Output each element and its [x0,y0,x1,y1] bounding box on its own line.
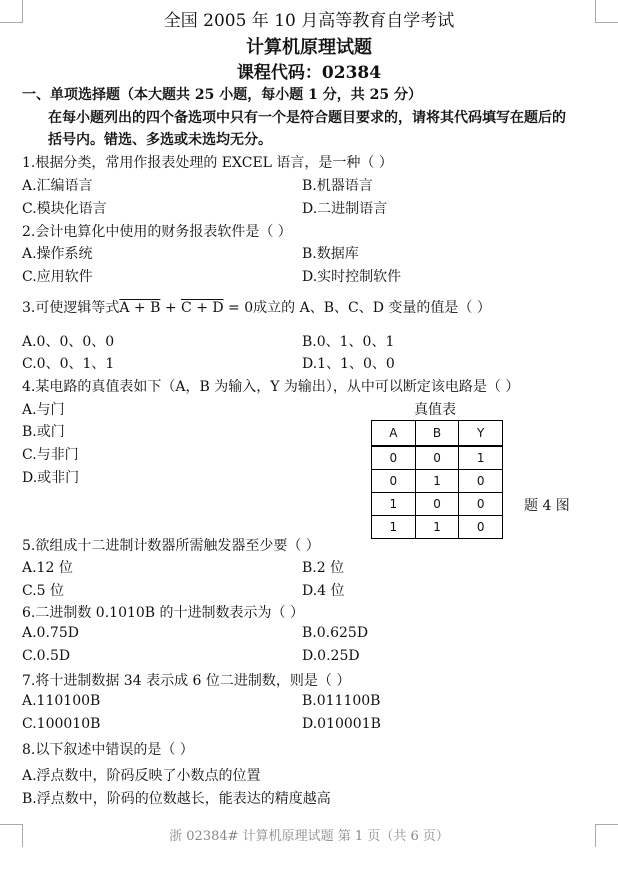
truth-table-header-row [372,421,503,447]
truth-table-header-y: Y [459,421,503,447]
truth-table-row [372,516,503,539]
truth-table-row [372,470,503,493]
question-7-option-a: A.110100B [22,693,101,709]
section-instruction-line1: 在每小题列出的四个备选项中只有一个是符合题目要求的，请将其代码填写在题后的 [48,110,566,126]
section-heading: 一、单项选择题（本大题共 25 小题，每小题 1 分，共 25 分） [22,87,422,103]
section-instruction-line2: 括号内。错选、多选或未选均无分。 [48,132,272,148]
question-2-option-d: D.实时控制软件 [302,269,402,285]
question-6-option-a: A.0.75D [22,625,79,641]
question-5-option-b: B.2 位 [302,560,345,576]
question-4-stem: 4.某电路的真值表如下（A，B 为输入，Y 为输出），从中可以断定该电路是（ ） [22,379,520,395]
question-4-option-c: C.与非门 [22,447,79,463]
truth-table-caption: 真值表 [414,402,456,418]
question-1-option-d: D.二进制语言 [302,201,388,217]
question-2-stem: 2.会计电算化中使用的财务报表软件是（ ） [22,224,292,240]
question-4-option-b: B.或门 [22,424,65,440]
truth-table-row [372,493,503,516]
question-6-option-b: B.0.625D [302,625,369,641]
question-6-option-c: C.0.5D [22,648,71,664]
question-7-option-c: C.100010B [22,716,101,732]
truth-table-cell: 0 [459,470,503,493]
truth-table-cell: 1 [459,446,503,470]
truth-table-cell: 0 [415,493,459,516]
question-3-option-b: B.0、1、0、1 [302,334,395,350]
question-4-option-a: A.与门 [22,402,65,418]
truth-table-cell: 0 [459,493,503,516]
question-7-stem: 7.将十进制数据 34 表示成 6 位二进制数，则是（ ） [22,673,351,689]
question-3-option-d: D.1、1、0、0 [302,356,395,372]
question-5-option-d: D.4 位 [302,583,345,599]
exam-title: 全国 2005 年 10 月高等教育自学考试 [163,11,455,31]
question-2-option-c: C.应用软件 [22,269,93,285]
question-3-stem-prefix: 3.可使逻辑等式 [22,300,120,316]
question-6-option-d: D.0.25D [302,648,360,664]
question-4-option-d: D.或非门 [22,470,80,486]
question-5-option-c: C.5 位 [22,583,65,599]
truth-table-cell: 1 [415,470,459,493]
question-3-stem-suffix: = 0成立的 A、B、C、D 变量的值是（ ） [223,300,491,316]
question-5-option-a: A.12 位 [22,560,73,576]
question-2-option-b: B.数据库 [302,246,359,262]
truth-table-cell: 1 [372,516,416,539]
question-7-option-d: D.010001B [302,716,381,732]
question-1-option-c: C.模块化语言 [22,201,107,217]
question-6-stem: 6.二进制数 0.1010B 的十进制数表示为（ ） [22,605,304,621]
truth-table [371,420,503,539]
figure-label: 题 4 图 [524,498,570,514]
truth-table-cell: 0 [372,446,416,470]
question-8-option-b: B.浮点数中，阶码的位数越长，能表达的精度越高 [22,791,331,807]
question-2-option-a: A.操作系统 [22,246,93,262]
question-8-stem: 8.以下叙述中错误的是（ ） [22,742,194,758]
question-3-option-a: A.0、0、0、0 [22,334,115,350]
question-5-stem: 5.欲组成十二进制计数器所需触发器至少要（ ） [22,538,320,554]
logic-expression-c-plus-d: C + D [181,300,224,316]
question-8-option-a: A.浮点数中，阶码反映了小数点的位置 [22,768,261,784]
truth-table-cell: 0 [372,470,416,493]
question-3-stem [22,297,491,317]
question-1-option-b: B.机器语言 [302,178,373,194]
truth-table-cell: 0 [415,446,459,470]
logic-plus-operator: + [160,300,182,316]
truth-table-cell: 1 [372,493,416,516]
truth-table-row [372,446,503,470]
truth-table-header-b: B [415,421,459,447]
question-7-option-b: B.011100B [302,693,381,709]
truth-table-cell: 1 [415,516,459,539]
question-1-stem: 1.根据分类，常用作报表处理的 EXCEL 语言，是一种（ ） [22,155,393,171]
logic-expression-a-plus-b: A + B [119,300,161,316]
truth-table-cell: 0 [459,516,503,539]
course-code: 课程代码：02384 [236,63,382,83]
subject-title: 计算机原理试题 [246,37,372,58]
page-footer: 浙 02384# 计算机原理试题 第 1 页（共 6 页） [169,829,449,844]
truth-table-header-a: A [372,421,416,447]
question-3-option-c: C.0、0、1、1 [22,356,115,372]
question-1-option-a: A.汇编语言 [22,178,93,194]
